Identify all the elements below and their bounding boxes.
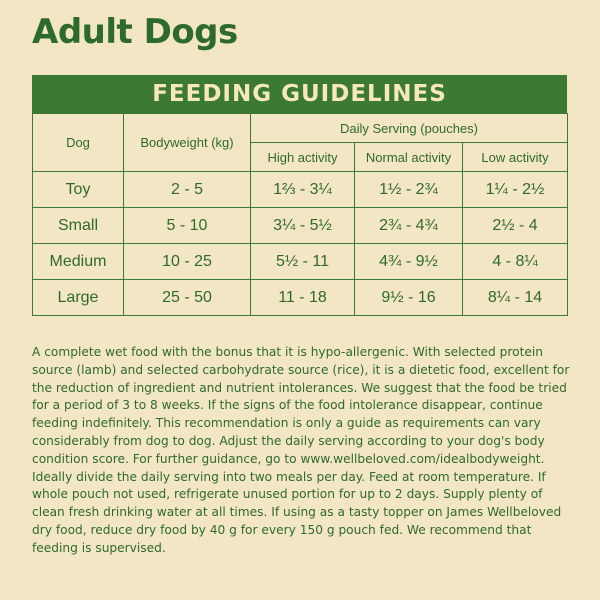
table-row: [33, 280, 568, 316]
product-description: A complete wet food with the bonus that it is hypo-allergenic. With selected protein source (lamb) and selected carbohydrate source (rice), it is a dietetic food, excellent for the reduction of ingredient and nutrient intolerances. We suggest that the food be tried for a period of 3 to 8 weeks. If the signs of the food intolerance disappear, continue feeding indefinitely. This recommendation is only a guide as requirements can vary considerably from dog to dog. Adjust the daily serving according to your dog's body condition score. For further guidance, go to www.wellbeloved.com/idealbodyweight. Ideally divide the daily serving into two meals per day. Feed at room temperature. If whole pouch not used, refrigerate unused portion for up to 2 days. Supply plenty of clean fresh drinking water at all times. If using as a tasty topper on James Wellbeloved dry food, reduce dry food by 40 g for every 150 g pouch fed. We recommend that feeding is supervised.: [32, 345, 570, 555]
cell-weight: 5 - 10: [124, 208, 251, 244]
cell-normal: 9½ - 16: [355, 280, 463, 316]
cell-high: 5½ - 11: [251, 244, 355, 280]
cell-normal: 4¾ - 9½: [355, 244, 463, 280]
feeding-table: [32, 113, 568, 316]
header-daily-serving: Daily Serving (pouches): [251, 114, 568, 143]
header-low-activity: Low activity: [463, 143, 568, 172]
cell-weight: 25 - 50: [124, 280, 251, 316]
cell-normal: 1½ - 2¾: [355, 172, 463, 208]
feeding-guidelines-panel: [32, 75, 567, 316]
table-row: [33, 244, 568, 280]
cell-high: 1⅔ - 3¼: [251, 172, 355, 208]
cell-normal: 2¾ - 4¾: [355, 208, 463, 244]
cell-low: 4 - 8¼: [463, 244, 568, 280]
cell-weight: 10 - 25: [124, 244, 251, 280]
cell-dog: Medium: [33, 244, 124, 280]
header-normal-activity: Normal activity: [355, 143, 463, 172]
cell-dog: Large: [33, 280, 124, 316]
cell-high: 11 - 18: [251, 280, 355, 316]
cell-dog: Toy: [33, 172, 124, 208]
cell-high: 3¼ - 5½: [251, 208, 355, 244]
feeding-guidelines-banner: FEEDING GUIDELINES: [32, 75, 567, 113]
header-bodyweight: Bodyweight (kg): [124, 114, 251, 172]
table-row: [33, 172, 568, 208]
page-title: Adult Dogs: [32, 12, 238, 52]
cell-dog: Small: [33, 208, 124, 244]
cell-low: 1¼ - 2½: [463, 172, 568, 208]
header-row: [33, 114, 568, 143]
cell-low: 2½ - 4: [463, 208, 568, 244]
cell-low: 8¼ - 14: [463, 280, 568, 316]
header-high-activity: High activity: [251, 143, 355, 172]
cell-weight: 2 - 5: [124, 172, 251, 208]
header-dog: Dog: [33, 114, 124, 172]
table-row: [33, 208, 568, 244]
